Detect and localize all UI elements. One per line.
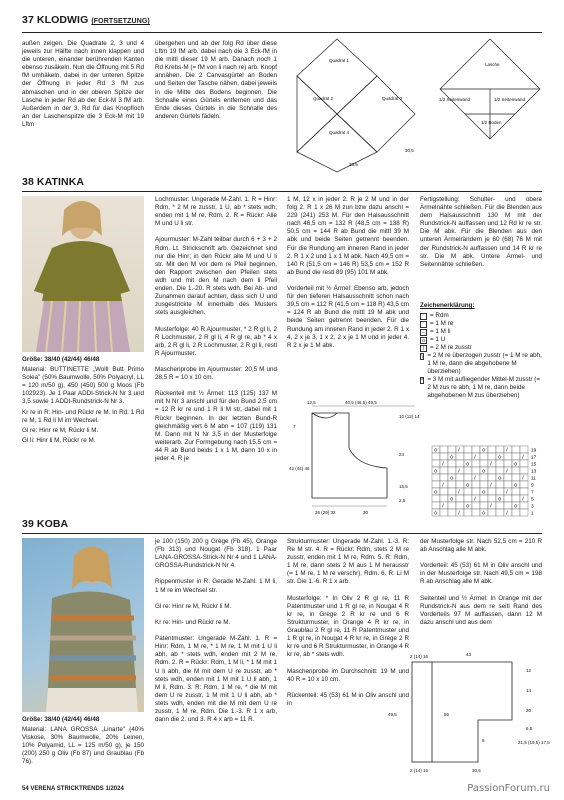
chart-symbol: o — [450, 496, 453, 503]
size-38: Größe: 38/40 (42/44) 46/48 — [22, 356, 100, 363]
page-footer: 54 VERENA STRICKTRENDS 1/2024 — [22, 786, 124, 792]
d1-label: 30,5 — [405, 148, 414, 153]
chart-cell — [488, 467, 496, 474]
chart-symbol: / — [474, 496, 476, 503]
chart-symbol: / — [506, 447, 508, 454]
katinka-photo — [22, 196, 144, 352]
chart-cell — [464, 453, 472, 460]
chart-symbol: / — [490, 482, 492, 489]
chart-cell — [512, 474, 520, 481]
chart-cell — [520, 460, 528, 467]
chart-cell — [504, 474, 512, 481]
chart-cell — [464, 467, 472, 474]
chart-cell — [440, 453, 448, 460]
legend-text: = 3 M mit aufliegender Mittel-M zusstr (= 2 M zus re abh, 1 M re, dann beide abgehobenen M zus überziehen) — [427, 376, 541, 400]
chart-cell — [488, 502, 496, 509]
chart-symbol: o — [434, 510, 437, 517]
s38-j: 30 — [363, 510, 369, 515]
s39-k: 30,5 — [472, 768, 481, 773]
s38-a: 12,5 — [307, 400, 316, 405]
chart-symbol: o — [482, 489, 485, 496]
chart-cell — [472, 488, 480, 495]
chart-cell — [432, 502, 440, 509]
chart-cell — [504, 481, 512, 488]
chart-cell — [464, 488, 472, 495]
chart-row-label: 13 — [531, 469, 537, 475]
legend-38 — [420, 302, 542, 400]
chart-cell — [512, 509, 520, 516]
sec39-col4: der Musterfolge str. Nach 52,5 cm = 210 R ab Anschlag alle M abk. Vorderteil: 45 (53) 61 M in Oliv anschl und in der Musterfolge str. Nach 49,5 cm = 198 R ab Anschlag alle M abk. Seitenteil und ½ Ärmel: In Orange mit der Rundstrick-N aus dem re seitl Rand des Vorderteils 97 M auffassen, dann 12 M dazu anschl und aus dem — [420, 538, 542, 626]
chart-symbol: / — [442, 503, 444, 510]
section-37-rule — [22, 32, 542, 33]
chart-cell — [456, 488, 464, 495]
size-39: Größe: 38/40 (42/44) 46/48 — [22, 716, 100, 723]
chart-row-label: 11 — [531, 476, 536, 482]
chart-symbol: o — [514, 461, 517, 468]
chart-cell — [472, 495, 480, 502]
legend-symbol: o — [420, 337, 427, 344]
sec37-col2: übergehen und ab der folg Rd über diese Lftm 19 fM arb. dabei nach die 3 Eck-fM in die mittl dieser 19 M arb. Danach noch 1 Rd Krebs-M (= fM von li nach re) arb. Knopf annähen. Die 2 Canvasgürtel an Boden und Seiten der Tasche nähen, dabei jeweils in die Mitte des Bodens beginnen. Die Schnalle eines Gürtels entfernen und das Ende dieses Gürtels in die Schnalle des anderen Gürtels fädeln. — [155, 40, 277, 120]
chart-cell — [520, 495, 528, 502]
chart-cell — [456, 502, 464, 509]
chart-cell — [512, 495, 520, 502]
chart-cell — [456, 446, 464, 453]
chart-cell — [464, 495, 472, 502]
chart-cell — [440, 467, 448, 474]
chart-cell — [520, 446, 528, 453]
chart-symbol: / — [458, 447, 460, 454]
chart-symbol: / — [506, 489, 508, 496]
gl-38: Gl re: Hinr re M, Rückr li M. — [22, 426, 99, 434]
legend-symbol: \ — [421, 353, 423, 360]
ajour-chart — [428, 444, 546, 524]
legend-item — [420, 376, 542, 400]
chart-cell — [448, 467, 456, 474]
chart-cell — [520, 488, 528, 495]
chart-cell — [504, 509, 512, 516]
chart-symbol: o — [482, 510, 485, 517]
chart-cell — [488, 481, 496, 488]
boden-label: 1/2 Boden — [481, 120, 502, 125]
section-39-rule — [22, 533, 542, 534]
chart-cell — [472, 502, 480, 509]
chart-cell — [472, 467, 480, 474]
s39-a: 2 (14) 16 — [410, 654, 429, 659]
s39-f: 56 — [444, 712, 450, 717]
chart-cell — [496, 502, 504, 509]
legend-text: = 1 M li — [430, 328, 451, 336]
s38-e: 24 — [399, 452, 405, 457]
s39-b: 43 — [466, 652, 472, 657]
chart-cell — [448, 460, 456, 467]
chart-cell — [496, 460, 504, 467]
chart-symbol: / — [490, 461, 492, 468]
glli-38: Gl li: Hinr li M, Rückr re M. — [22, 436, 96, 444]
chart-cell — [488, 446, 496, 453]
chart-symbol: o — [466, 461, 469, 468]
lasche-label: Lasche — [485, 62, 500, 67]
chart-row-label: 15 — [531, 462, 537, 468]
chart-cell — [432, 460, 440, 467]
sec38-col2: Lochmuster: Ungerade M-Zahl. 1. R = Hinr: Rdm, * 2 M re zusstr, 1 U, ab * stets wdh, enden mit 1 M re, Rdm. 2. R = Rückr: Alle M und U li str. Ajourmuster: M-Zahl teilbar durch 6 + 3 + 2 Rdm. Lt. Strickschrift arb. Gezeichnet sind nur die Hinr; in den Rückr alle M und U li str. Mit den M vor dem re Pfeil beginnen, den Rapport zwischen den Pfeilen stets wdh und mit den M nach dem li Pfeil enden. Die 1.-20. R stets wdh. Bei Ab- und Zunahmen darauf achten, dass sich U und zusgestrickte M innerhalb des Musters stets ausgleichen. Musterfolge: 40 R Ajourmuster, * 2 R gl li, 2 R Lochmuster, 2 R gl li, 4 R gl re, ab * 4 x arb, 2 R gl li, 2 R Lochmuster, 2 R gl li, restl R Ajourmuster. Maschenprobe im Ajourmuster: 20,5 M und 28,5 R = 10 x 10 cm. Rückenteil mit ½ Ärmel: 113 (125) 137 M mit N Nr 3 anschl und für den Bund 2,5 cm = 12 R kr re und 1 R li M str, dabei mit 1 Rückr beginnen. In der letzten Bund-R gleichmäßig vert 6 M abn = 107 (119) 131 M. Dann mit N Nr 3,5 in der Musterfolge weiterarb. Zur Formgebung nach 15,5 cm = 44 R ab Bund beids 1 x 1 M, dann 10 x in jeder 4. R je — [155, 196, 277, 462]
chart-cell — [432, 481, 440, 488]
chart-cell — [504, 467, 512, 474]
q2-label: Quadrat 2 — [313, 96, 334, 101]
s39-h: 6,5 — [526, 726, 533, 731]
sec39-schema — [386, 630, 550, 778]
chart-cell — [520, 481, 528, 488]
chart-cell — [488, 453, 496, 460]
chart-cell — [464, 509, 472, 516]
chart-cell — [448, 509, 456, 516]
legend-title: Zeichenerklärung: — [420, 302, 475, 309]
s38-f: 42 (44) 46 — [289, 466, 310, 471]
chart-cell — [440, 446, 448, 453]
chart-cell — [456, 509, 464, 516]
chart-row-label: 3 — [531, 504, 534, 510]
koba-photo — [22, 538, 144, 712]
s39-g: 20 — [526, 708, 532, 713]
chart-symbol: o — [498, 454, 501, 461]
chart-symbol: o — [434, 447, 437, 454]
chart-cell — [488, 460, 496, 467]
legend-text: = 2 M re überzogen zusstr (= 1 M re abh, 1 M re, dann die abgehobene M überziehen) — [427, 352, 542, 376]
chart-symbol: / — [522, 454, 524, 461]
d2-label: 30,5 — [349, 162, 358, 167]
sec39-col1 — [22, 716, 144, 769]
legend-symbol — [420, 321, 427, 328]
material-39: Material: LANA GROSSA „Linarte" (40% Viskose, 30% Baumwolle, 20% Leinen, 10% Polyamid, LL = 125 m/50 g), je 150 (200) 250 g Oliv (Fb 87) und Graublau (Fb 76). — [22, 726, 144, 766]
s39-d: 14 — [526, 688, 532, 693]
chart-cell — [480, 460, 488, 467]
sec37-diagram — [285, 34, 547, 174]
sec39-col2: je 100 (150) 200 g Grège (Fb 45), Orange (Fb 313) und Nougat (Fb 318). 1 Paar LANA-GROSSA-Strick-N Nr 4 und 1 LANA-GROSSA-Rundstrick-N Nr 4. Rippenmuster in R: Gerade M-Zahl. 1 M li, 1 M re im Wechsel str. Gl re: Hinr re M, Rückr li M. Kr re: Hin- und Rückr re M. Patentmuster: Ungerade M-Zahl. 1. R = Hinr: Rdm, 1 M re, * 1 M re, 1 M mit 1 U li abh, ab * stets wdh, enden mit 2 M re, Rdm. 2. R = Rückr: Rdm, 1 M li, * 1 M mit 1 U li abh, die M mit dem U re zusstr, ab * stets wdh, enden mit 1 M mit 1 U li abh, 1 M li, Rdm. 3. R: Rdm, 1 M re, * die M mit dem U re zusstr, 1 M mit 1 U li abh, ab * stets wdh, enden mit die M mit dem U re zusstr, 1 M re, Rdm. Die 1.-3. R 1 x arb, dann die 2. und 3. R 4 x arb = 11 R. — [155, 538, 277, 724]
chart-cell — [440, 488, 448, 495]
legend-item — [420, 336, 542, 344]
s38-b: 40,5 (46,5) 49,5 — [345, 400, 377, 405]
chart-row-label: 5 — [531, 497, 534, 503]
chart-symbol: o — [434, 468, 437, 475]
chart-cell — [432, 474, 440, 481]
chart-cell — [504, 495, 512, 502]
chart-cell — [472, 481, 480, 488]
chart-symbol: / — [442, 461, 444, 468]
chart-cell — [440, 502, 448, 509]
s39-j: 2 (14) 16 — [410, 768, 429, 773]
material-38: Material: BUTTINETTE „Wolll Butt Primo Solea" (50% Baumwolle, 50% Polyacryl, LL = 120 m/50 g), 450 (450) 500 g Moos (Fb 102923). Je 1 Paar ADDI-Strick-N Nr 3 und 3,5 sowie 1 ADDI-Rundstrick-N Nr 3. — [22, 366, 144, 406]
chart-symbol: o — [498, 475, 501, 482]
chart-symbol: o — [450, 454, 453, 461]
side2-label: 1/2 Seitenwand — [494, 97, 526, 102]
legend-symbol — [420, 313, 427, 320]
chart-cell — [432, 453, 440, 460]
s39-i: 21,5 (19,5) 17,5 — [518, 740, 550, 745]
q3-label: Quadrat 3 — [382, 96, 403, 101]
chart-symbol: / — [506, 510, 508, 517]
chart-cell — [496, 446, 504, 453]
legend-item — [420, 352, 542, 376]
chart-row-label: 9 — [531, 483, 534, 489]
chart-row-label: 7 — [531, 490, 534, 496]
s39-l: 6 — [482, 738, 485, 743]
chart-row-label: 17 — [531, 455, 537, 461]
chart-cell — [472, 460, 480, 467]
chart-cell — [464, 474, 472, 481]
sec38-col4: Fertigstellung: Schulter- und obere Ärmelnähte schließen. Für die Blenden aus dem Halsausschnitt 130 M mit der Rundstrick-N auffassen und 12 Rd kr re str. Die M abk. Für die Blenden aus den unteren Ärmelrändern je 60 (68) 76 M mit der Rundstrick-N auffassen und 14 R kr re str. Die M abk. Untere Ärmel- und Seitennähte schließen. — [420, 196, 542, 268]
s38-g: 15,5 — [399, 484, 408, 489]
chart-cell — [472, 446, 480, 453]
chart-cell — [488, 474, 496, 481]
chart-cell — [504, 488, 512, 495]
chart-cell — [456, 495, 464, 502]
chart-symbol: / — [458, 510, 460, 517]
chart-cell — [432, 495, 440, 502]
chart-symbol: o — [434, 489, 437, 496]
s38-i: 26 (29) 32 — [315, 510, 336, 515]
chart-row-label: 1 — [531, 511, 534, 517]
chart-cell — [480, 495, 488, 502]
sec39-col3: Strukturmuster: Ungerade M-Zahl. 1.-3. R: Re M str. 4. R = Rückr: Rdm, stets 2 M re zusstr, enden mit 1 M re, Rdm. 5. R: Rdm, 1 M re, dann stets 2 M aus 1 M herausstr (= 1 M re, 1 M re verschr), Rdm. 6. R: Li M str. Die 1.-6. R 1 x arb. Musterfolge: * In Oliv 2 R gl re, 11 R Patentmuster und 1 R gl re, in Nougat 4 R kr re, in Grège 2 R kr re und 6 R Strukturmuster, in Orange 4 R kr re, in Graublau 2 R gl re, 11 R Patentmuster und 1 R gl re, in Nougat 4 R kr re, in Grège 2 R kr re und 6 R Strukturmuster, in Orange 4 R kr re, ab * stets wdh. Maschenprobe im Durchschnitt: 19 M und 40 R = 10 x 10 cm. Rückenteil: 45 (53) 61 M in Oliv anschl und in — [287, 538, 409, 707]
sec37-col1: außen zeigen. Die Quadrate 2, 3 und 4 jeweils zur Hälfte nach innen klappen und die unteren, einander berührenden Kanten ebenso zusäkeln. Nun die Öffnung mit 5 Rd fM umhäkeln, dabei in der unteren Spitze der Öffnung in jeder Rd 3 fM zus abmaschen und in der oberen Spitze der Lasche in jeder Rd ab der Eck-M 3 fM arb. Außerdem in der 3. Rd für das Knopfloch an der Laschenspitze die 3 Eck-M mit 19 Lftm — [22, 40, 144, 128]
chart-cell — [520, 467, 528, 474]
chart-cell — [504, 446, 512, 453]
legend-item — [420, 328, 542, 336]
chart-symbol: o — [482, 468, 485, 475]
legend-text: = 1 M re — [430, 320, 454, 328]
sec38-col1 — [22, 356, 144, 447]
sec38-col3: 1 M, 12 x in jeder 2. R je 2 M und in der folg 2. R 1 x 26 M zun bzw dazu anschl = 229 (241) 253 M. Für den Halsausschnitt nach 46,5 cm = 132 R (48,5 cm = 138 R) 50,5 cm = 144 R ab Bund die mittl 39 M abk und beide Seiten getrennt beenden. Für die Rundung am inneren Rand in jeder 2. R 1 x 2 und 1 x 1 M abk. Nach 49,5 cm = 140 R (51,5 cm = 146 R) 53,5 cm = 152 R ab Bund die restl 89 (95) 101 M abk. Vorderteil mit ½ Ärmel: Ebenso arb, jedoch für den tieferen Halsausschnitt schon nach 39,5 cm = 112 R (41,5 cm = 118 R) 43,5 cm = 124 R ab Bund die mittl 19 M abk und beide Seiten getrennt beenden. Für die Rundung am inneren Rand in jeder 2. R 1 x 4, 2 x je 3, 1 x 2, 2 x je 1 M und in jeder 4. R 2 x je 1 M abk. — [287, 196, 409, 349]
chart-row-label: 19 — [531, 448, 537, 454]
section-38-title: 38 KATINKA — [22, 176, 85, 188]
chart-cell — [464, 446, 472, 453]
s38-c: 10 (12) 14 — [399, 414, 420, 419]
s38-h: 2,5 — [399, 498, 406, 503]
side1-label: 1/2 Seitenwand — [439, 97, 471, 102]
kr-38: Kr re in R: Hin- und Rückr re M. In Rd: 1 Rd re M, 1 Rd li M im Wechsel. — [22, 408, 144, 424]
chart-cell — [440, 495, 448, 502]
legend-item — [420, 320, 542, 328]
chart-cell — [480, 481, 488, 488]
chart-cell — [448, 446, 456, 453]
s39-e: 49,5 — [388, 712, 397, 717]
chart-cell — [504, 453, 512, 460]
chart-cell — [488, 488, 496, 495]
chart-cell — [448, 488, 456, 495]
q1-label: Quadrat 1 — [329, 58, 350, 63]
legend-text: = 1 U — [430, 336, 446, 344]
chart-cell — [496, 467, 504, 474]
chart-cell — [496, 481, 504, 488]
legend-item — [420, 312, 542, 320]
chart-cell — [456, 481, 464, 488]
chart-cell — [440, 509, 448, 516]
chart-cell — [488, 509, 496, 516]
chart-symbol: / — [458, 489, 460, 496]
chart-cell — [512, 453, 520, 460]
chart-cell — [472, 453, 480, 460]
legend-text: = Rdm — [430, 312, 449, 320]
chart-cell — [512, 488, 520, 495]
chart-symbol: / — [490, 503, 492, 510]
chart-cell — [504, 502, 512, 509]
chart-symbol: o — [482, 447, 485, 454]
chart-symbol: / — [442, 482, 444, 489]
chart-cell — [456, 467, 464, 474]
legend-symbol: ^ — [421, 377, 424, 384]
q4-label: Quadrat 4 — [329, 130, 350, 135]
chart-cell — [448, 502, 456, 509]
chart-cell — [480, 474, 488, 481]
chart-cell — [520, 474, 528, 481]
chart-cell — [512, 467, 520, 474]
chart-symbol: / — [458, 468, 460, 475]
sec38-schema — [287, 398, 422, 518]
legend-symbol: / — [420, 345, 427, 352]
chart-cell — [520, 453, 528, 460]
chart-symbol: / — [506, 468, 508, 475]
chart-cell — [456, 453, 464, 460]
chart-cell — [520, 509, 528, 516]
chart-symbol: o — [514, 503, 517, 510]
chart-cell — [480, 502, 488, 509]
legend-item — [420, 344, 542, 352]
legend-text: = 2 M re zusstr — [430, 344, 472, 352]
chart-symbol: / — [522, 496, 524, 503]
chart-cell — [440, 460, 448, 467]
chart-cell — [456, 474, 464, 481]
section-38-rule — [22, 191, 542, 192]
chart-symbol: o — [466, 503, 469, 510]
s38-d: 7 — [293, 424, 296, 429]
legend-symbol: – — [420, 329, 427, 336]
s39-c: 12 — [526, 668, 532, 673]
chart-symbol: / — [522, 475, 524, 482]
chart-symbol: / — [474, 475, 476, 482]
chart-symbol: o — [466, 482, 469, 489]
chart-cell — [440, 474, 448, 481]
chart-cell — [480, 453, 488, 460]
chart-cell — [488, 495, 496, 502]
chart-symbol: / — [474, 454, 476, 461]
chart-cell — [448, 481, 456, 488]
section-39-title: 39 KOBA — [22, 518, 69, 530]
chart-cell — [456, 460, 464, 467]
chart-cell — [440, 481, 448, 488]
chart-cell — [472, 474, 480, 481]
chart-cell — [520, 502, 528, 509]
chart-cell — [496, 488, 504, 495]
chart-symbol: o — [498, 496, 501, 503]
chart-cell — [496, 509, 504, 516]
chart-symbol: o — [514, 482, 517, 489]
chart-cell — [472, 509, 480, 516]
chart-symbol: o — [450, 475, 453, 482]
chart-cell — [504, 460, 512, 467]
watermark: PassionForum.ru — [467, 783, 550, 794]
chart-cell — [512, 446, 520, 453]
section-37-title: 37 KLODWIG (FORTSETZUNG) — [22, 14, 150, 26]
